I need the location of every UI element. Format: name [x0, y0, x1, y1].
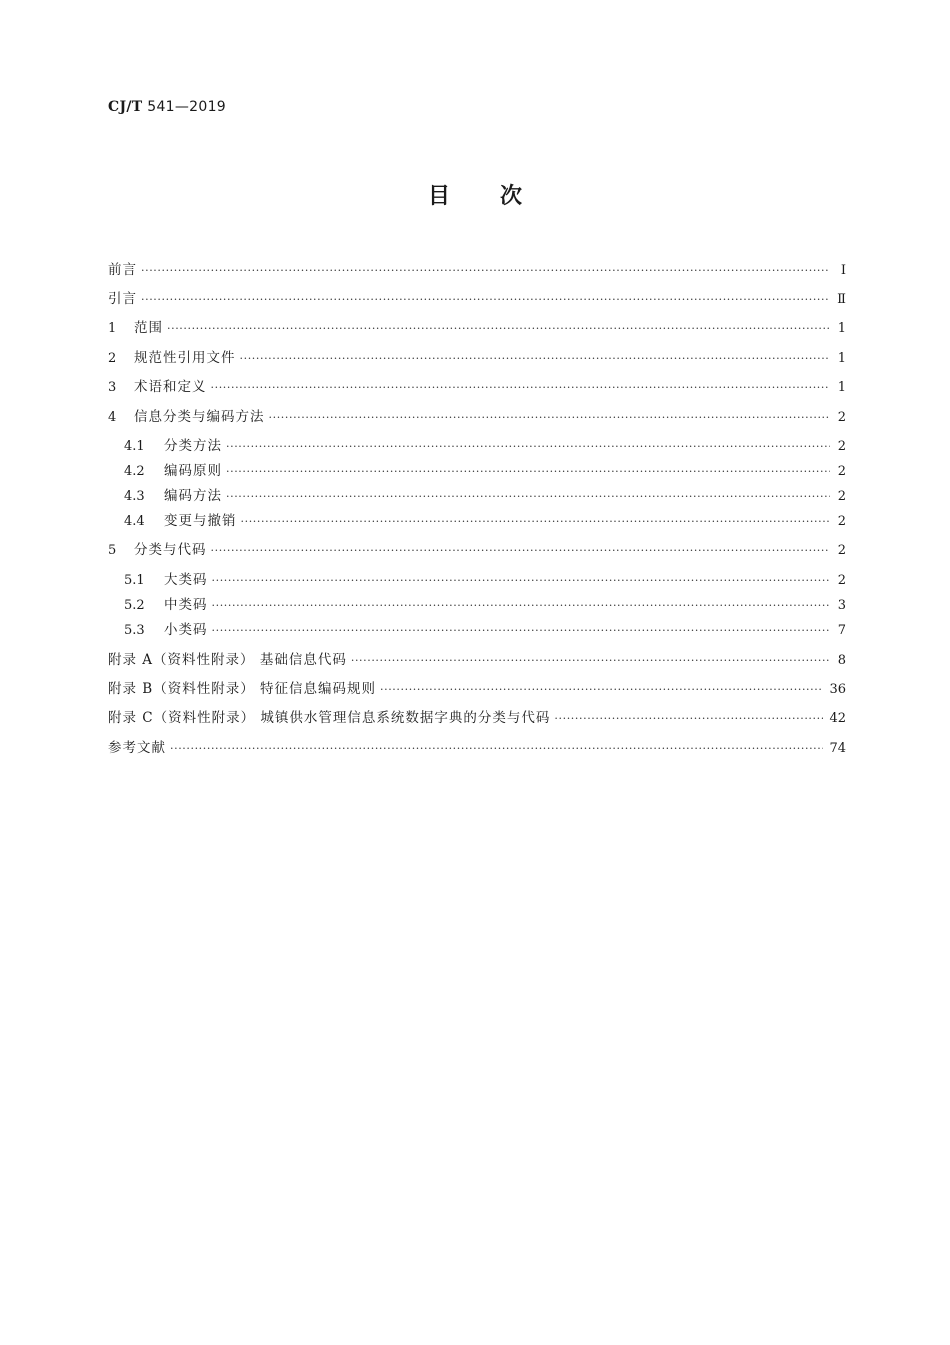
toc-leader	[170, 739, 823, 759]
toc-leader	[212, 571, 831, 591]
toc-entry-label: 信息分类与编码方法	[134, 409, 265, 425]
toc-leader	[240, 349, 831, 369]
toc-entry-page: 1	[837, 380, 846, 395]
toc-leader	[226, 487, 830, 507]
toc-entry-5-3[interactable]	[124, 620, 846, 640]
toc-leader	[211, 541, 831, 561]
toc-entry-terms[interactable]	[108, 377, 846, 397]
toc-entry-page: 2	[837, 464, 846, 479]
toc-entry-page: 1	[837, 351, 846, 366]
toc-entry-label: 引言	[108, 291, 137, 307]
toc-entry-label: 分类与代码	[134, 542, 207, 558]
toc-entry-appendix-b[interactable]	[108, 679, 846, 699]
toc-entry-scope[interactable]	[108, 318, 846, 338]
toc-entry-4-4[interactable]	[124, 511, 846, 531]
toc-entry-label: 附录 C（资料性附录） 城镇供水管理信息系统数据字典的分类与代码	[108, 710, 551, 726]
toc-leader	[212, 621, 831, 641]
toc-entry-page: 1	[837, 321, 846, 336]
toc-entry-label: 小类码	[164, 622, 208, 638]
toc-entry-page: 3	[837, 598, 846, 613]
toc-entry-page: 7	[837, 623, 846, 638]
toc-entry-number: 5	[108, 543, 117, 558]
toc-leader	[241, 512, 831, 532]
toc-entry-label: 分类方法	[164, 438, 222, 454]
toc-entry-label: 编码方法	[164, 488, 222, 504]
toc-entry-page: 2	[837, 410, 846, 425]
toc-entry-page: 2	[837, 439, 846, 454]
toc-leader	[554, 709, 823, 729]
toc-entry-number: 2	[108, 351, 117, 366]
toc-entry-page: 2	[837, 573, 846, 588]
standard-number: 541—2019	[147, 99, 227, 115]
toc-leader	[141, 290, 830, 310]
page-title-right: 次	[500, 184, 523, 209]
toc-entry-page: 42	[829, 711, 846, 726]
toc-entry-number: 4.4	[124, 514, 145, 529]
standard-code	[108, 99, 226, 115]
toc-entry-label: 术语和定义	[134, 379, 207, 395]
standard-prefix: CJ/T	[108, 99, 143, 115]
toc-entry-number: 4.3	[124, 489, 145, 504]
toc-entry-foreword[interactable]	[108, 260, 846, 280]
toc-entry-label: 范围	[134, 320, 163, 336]
toc-entry-label: 中类码	[164, 597, 208, 613]
toc-entry-classification-codes[interactable]	[108, 540, 846, 560]
toc-entry-appendix-c[interactable]	[108, 708, 846, 728]
toc-entry-page: 2	[837, 514, 846, 529]
toc-leader	[167, 319, 830, 339]
toc-entry-page: 36	[829, 682, 846, 697]
toc-leader	[226, 462, 830, 482]
toc-entry-page: Ⅱ	[837, 292, 846, 307]
toc-entry-label: 编码原则	[164, 463, 222, 479]
toc-entry-4-1[interactable]	[124, 436, 846, 456]
toc-entry-number: 4	[108, 410, 117, 425]
toc-entry-4-2[interactable]	[124, 461, 846, 481]
toc-entry-page: 2	[837, 489, 846, 504]
toc-leader	[380, 680, 823, 700]
toc-entry-label: 参考文献	[108, 740, 166, 756]
toc-entry-5-2[interactable]	[124, 595, 846, 615]
toc-leader	[226, 437, 830, 457]
toc-entry-number: 5.1	[124, 573, 145, 588]
toc-entry-label: 前言	[108, 262, 137, 278]
toc-entry-bibliography[interactable]	[108, 738, 846, 758]
toc-entry-page: 8	[837, 653, 846, 668]
page-title	[0, 179, 950, 210]
toc-entry-number: 4.2	[124, 464, 145, 479]
toc-leader	[141, 261, 830, 281]
page-title-left: 目	[427, 184, 450, 209]
toc-entry-label: 大类码	[164, 572, 208, 588]
toc-leader	[269, 408, 831, 428]
toc-entry-label: 变更与撤销	[164, 513, 237, 529]
toc-leader	[351, 651, 830, 671]
toc-entry-label: 附录 B（资料性附录） 特征信息编码规则	[108, 681, 377, 697]
toc-leader	[211, 378, 831, 398]
toc-entry-page: Ⅰ	[840, 263, 846, 278]
toc-entry-5-1[interactable]	[124, 570, 846, 590]
toc-entry-number: 5.3	[124, 623, 145, 638]
toc-entry-label: 附录 A（资料性附录） 基础信息代码	[108, 652, 347, 668]
toc-entry-introduction[interactable]	[108, 289, 846, 309]
toc-entry-4-3[interactable]	[124, 486, 846, 506]
toc-entry-number: 1	[108, 321, 117, 336]
toc-entry-number: 4.1	[124, 439, 145, 454]
toc-entry-normative-references[interactable]	[108, 348, 846, 368]
toc-entry-page: 2	[837, 543, 846, 558]
toc-entry-label: 规范性引用文件	[134, 350, 236, 366]
toc-entry-page: 74	[829, 741, 846, 756]
toc-entry-appendix-a[interactable]	[108, 650, 846, 670]
toc-entry-number: 3	[108, 380, 117, 395]
toc-leader	[212, 596, 831, 616]
toc-entry-number: 5.2	[124, 598, 145, 613]
toc-entry-classification-methods[interactable]	[108, 407, 846, 427]
